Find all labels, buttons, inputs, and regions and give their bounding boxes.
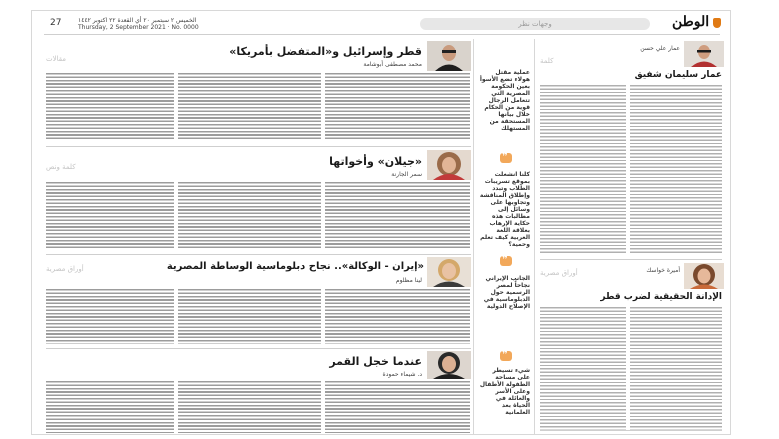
newspaper-logo: الوطن xyxy=(672,14,710,30)
article-1-headline: قطر وإسرائيل و«المتفضل بأمريكا» xyxy=(229,45,422,58)
article-1-text-col-1 xyxy=(325,73,470,141)
author-photo-1 xyxy=(427,41,471,71)
page-number: 27 xyxy=(50,18,62,28)
sidebar-top-photo xyxy=(684,41,724,67)
article-3-column-label: أوراق مصرية xyxy=(46,265,84,273)
article-3-rule xyxy=(46,348,471,349)
quote-mark-icon xyxy=(500,256,512,266)
article-1-rule xyxy=(46,146,471,147)
newspaper-page xyxy=(31,10,731,435)
sidebar-bottom-column-label: أوراق مصرية xyxy=(540,269,578,277)
quote-mark-icon xyxy=(500,351,512,361)
quote-mark-icon xyxy=(500,153,512,163)
date-arabic: الخميس ٢ سبتمبر ٢٠ أي القعدة ٢٢ اكتوبر ١٤٤٢ xyxy=(78,17,197,24)
sidebar-top-headline: عمار سليمان شفيق xyxy=(634,70,722,80)
article-1-byline: محمد مصطفى أبوشامة xyxy=(363,61,422,68)
article-2-byline: سمر الجارنة xyxy=(391,171,422,178)
article-4-headline: عندما خجل القمر xyxy=(329,355,422,368)
pullquote-divider xyxy=(473,39,474,434)
article-3-text-col-1 xyxy=(325,289,470,344)
dateline xyxy=(78,17,199,31)
article-4-text-col-1 xyxy=(325,381,470,433)
article-1-text-col-3 xyxy=(46,73,174,141)
article-4-byline: د. شيماء حمودة xyxy=(382,371,422,378)
article-4-text-col-3 xyxy=(46,381,174,433)
sidebar-bottom-headline: الإدانة الحقيقية لضرب قطر xyxy=(600,292,722,302)
sidebar-bottom-rule xyxy=(540,430,722,431)
sidebar-top-text-col-1 xyxy=(630,85,722,255)
sidebar-divider xyxy=(534,39,535,434)
author-photo-2 xyxy=(427,150,471,180)
date-english: Thursday, 2 September 2021 · No. 0000 xyxy=(78,24,199,31)
sidebar-bottom-text-col-2 xyxy=(540,307,626,431)
author-photo-3 xyxy=(427,257,471,287)
logo-mark-icon xyxy=(713,18,721,28)
sidebar-top-column-label: كلمة xyxy=(540,57,554,65)
article-1-column-label: مقالات xyxy=(46,55,67,63)
article-4-text-col-2 xyxy=(178,381,321,433)
article-2-text-col-2 xyxy=(178,182,321,250)
article-2-headline: «جيلان» وأخواتها xyxy=(329,155,422,168)
article-3-headline: «إيران - الوكالة».. نجاح دبلوماسية الوساطة المصرية xyxy=(166,261,424,272)
masthead-rule xyxy=(44,34,720,35)
article-1-text-col-2 xyxy=(178,73,321,141)
sidebar-rule xyxy=(540,259,722,260)
article-2-text-col-1 xyxy=(325,182,470,250)
pull-quote-3: الجانب الإيراني نجاحاً لمصر الرسمية حول الدبلوماسية في الإصلاح الدولية xyxy=(483,275,530,310)
section-banner: وجهات نظر xyxy=(420,18,650,30)
article-2-text-col-3 xyxy=(46,182,174,250)
sidebar-top-text-col-2 xyxy=(540,85,626,255)
article-3-text-col-2 xyxy=(178,289,321,344)
sidebar-bottom-byline: أميرة خواسك xyxy=(646,267,680,274)
article-2-rule xyxy=(46,254,471,255)
sidebar-bottom-photo xyxy=(684,263,724,289)
article-3-text-col-3 xyxy=(46,289,174,344)
article-3-byline: لينا مظلوم xyxy=(395,277,422,284)
pull-quote-1: عملية مقتل هولاء تضع الأسوأ بعين الحكومة المصرية التي تتعامل الرجال قوية من الحكام خلال بيانها المستحقة من المستهلك xyxy=(479,69,530,132)
article-2-column-label: كلمة ونص xyxy=(46,163,76,171)
author-photo-4 xyxy=(427,351,471,379)
sidebar-bottom-text-col-1 xyxy=(630,307,722,431)
pull-quote-4: شيء تسيطر على مساحة الطفولة الأطفال وعلى الأسر والعائلة في الحياة بعد العلمانية xyxy=(479,367,530,416)
pull-quote-2: كلنا انشغلت بموقع تسريبات الطلاب وتبدد وإطلاق المناقشة وتجاوبها على وسائل إلى مطالبات هذه حكاية الإرهاب بعلاقة اللغة العربية كيف تعلم وحمية؟ xyxy=(479,171,530,248)
sidebar-top-byline: عمار علي حسن xyxy=(640,45,680,52)
